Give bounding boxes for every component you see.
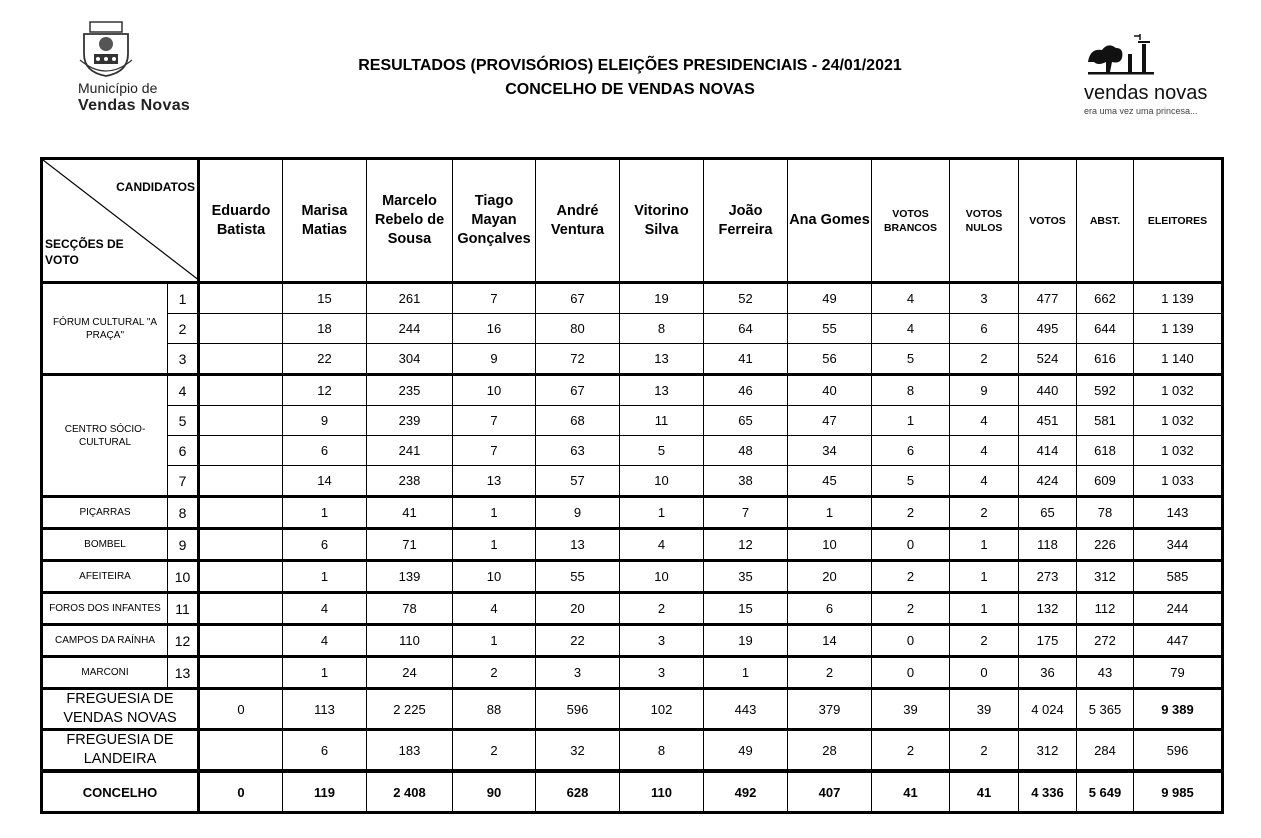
table-cell: 5 — [620, 436, 704, 466]
table-cell: 5 — [872, 466, 950, 497]
table-cell: 4 — [950, 466, 1019, 497]
section-number: 13 — [168, 657, 199, 689]
table-cell: 88 — [453, 689, 536, 730]
table-cell: 6 — [788, 593, 872, 625]
table-cell: 55 — [536, 561, 620, 593]
column-header: Eduardo Batista — [199, 159, 283, 283]
table-cell: 524 — [1019, 344, 1077, 375]
table-cell: 6 — [283, 436, 367, 466]
table-cell: 2 — [950, 497, 1019, 529]
table-cell — [199, 730, 283, 772]
table-cell: 344 — [1134, 529, 1223, 561]
table-cell: 28 — [788, 730, 872, 772]
table-cell: 67 — [536, 375, 620, 406]
table-cell: 5 365 — [1077, 689, 1134, 730]
table-cell: 273 — [1019, 561, 1077, 593]
table-cell: 662 — [1077, 283, 1134, 314]
column-header: ELEITORES — [1134, 159, 1223, 283]
table-cell: 1 — [453, 497, 536, 529]
table-cell: 2 — [453, 730, 536, 772]
table-cell: 5 649 — [1077, 771, 1134, 813]
corner-cell — [42, 159, 199, 283]
table-cell: 8 — [620, 730, 704, 772]
table-cell: 6 — [872, 436, 950, 466]
table-cell — [199, 625, 283, 657]
table-cell: 41 — [704, 344, 788, 375]
location-cell: CAMPOS DA RAÍNHA — [42, 625, 168, 657]
table-cell: 19 — [704, 625, 788, 657]
section-number: 9 — [168, 529, 199, 561]
section-number: 6 — [168, 436, 199, 466]
table-cell: 22 — [283, 344, 367, 375]
table-cell: 20 — [788, 561, 872, 593]
table-cell: 0 — [872, 625, 950, 657]
table-cell: 4 — [283, 625, 367, 657]
table-cell: 451 — [1019, 406, 1077, 436]
table-row — [42, 344, 1223, 375]
table-cell: 1 — [283, 561, 367, 593]
table-cell: 49 — [704, 730, 788, 772]
table-cell: 14 — [788, 625, 872, 657]
table-cell: 22 — [536, 625, 620, 657]
table-cell: 13 — [453, 466, 536, 497]
table-cell: 304 — [367, 344, 453, 375]
table-cell: 272 — [1077, 625, 1134, 657]
column-header: Marisa Matias — [283, 159, 367, 283]
table-cell: 1 — [950, 561, 1019, 593]
table-cell: 0 — [950, 657, 1019, 689]
table-cell: 16 — [453, 314, 536, 344]
table-cell: 4 024 — [1019, 689, 1077, 730]
table-cell: 110 — [367, 625, 453, 657]
table-cell: 2 — [872, 730, 950, 772]
location-cell: PIÇARRAS — [42, 497, 168, 529]
table-cell: 477 — [1019, 283, 1077, 314]
section-number: 8 — [168, 497, 199, 529]
table-cell: 2 — [453, 657, 536, 689]
table-cell: 1 032 — [1134, 375, 1223, 406]
table-cell — [199, 406, 283, 436]
freguesia-row — [42, 730, 1223, 772]
table-cell: 1 — [950, 529, 1019, 561]
table-cell — [199, 497, 283, 529]
column-header: André Ventura — [536, 159, 620, 283]
table-cell: 38 — [704, 466, 788, 497]
table-cell: 39 — [872, 689, 950, 730]
table-cell: 628 — [536, 771, 620, 813]
table-row — [42, 657, 1223, 689]
table-cell: 65 — [1019, 497, 1077, 529]
table-row — [42, 436, 1223, 466]
table-cell — [199, 561, 283, 593]
table-cell: 1 032 — [1134, 406, 1223, 436]
table-cell: 4 — [283, 593, 367, 625]
table-cell: 4 — [872, 314, 950, 344]
section-number: 2 — [168, 314, 199, 344]
table-cell: 244 — [367, 314, 453, 344]
section-number: 1 — [168, 283, 199, 314]
freguesia-name: FREGUESIA DE LANDEIRA — [42, 730, 199, 772]
table-cell: 1 — [620, 497, 704, 529]
table-cell: 4 — [950, 406, 1019, 436]
table-cell: 45 — [788, 466, 872, 497]
results-table — [40, 157, 1224, 814]
total-name: CONCELHO — [42, 771, 199, 813]
table-cell: 2 — [950, 344, 1019, 375]
table-cell: 110 — [620, 771, 704, 813]
table-cell: 5 — [872, 344, 950, 375]
table-cell: 90 — [453, 771, 536, 813]
column-header: Marcelo Rebelo de Sousa — [367, 159, 453, 283]
table-cell: 18 — [283, 314, 367, 344]
table-cell: 72 — [536, 344, 620, 375]
table-cell: 585 — [1134, 561, 1223, 593]
freguesia-row — [42, 689, 1223, 730]
table-cell: 7 — [704, 497, 788, 529]
table-cell: 3 — [536, 657, 620, 689]
table-cell — [199, 344, 283, 375]
table-cell — [199, 657, 283, 689]
table-cell: 78 — [1077, 497, 1134, 529]
table-row — [42, 529, 1223, 561]
brand-name: vendas novas — [1084, 82, 1208, 104]
table-cell: 238 — [367, 466, 453, 497]
table-cell — [199, 466, 283, 497]
table-cell: 8 — [872, 375, 950, 406]
table-cell: 55 — [788, 314, 872, 344]
table-cell: 2 — [950, 730, 1019, 772]
column-header: João Ferreira — [704, 159, 788, 283]
column-header: Tiago Mayan Gonçalves — [453, 159, 536, 283]
location-cell: AFEITEIRA — [42, 561, 168, 593]
table-cell: 2 — [620, 593, 704, 625]
table-cell: 102 — [620, 689, 704, 730]
table-cell: 609 — [1077, 466, 1134, 497]
table-cell: 41 — [950, 771, 1019, 813]
table-cell: 9 — [453, 344, 536, 375]
section-number: 10 — [168, 561, 199, 593]
table-cell: 57 — [536, 466, 620, 497]
vendas-novas-brand-logo — [1080, 30, 1230, 120]
table-cell: 618 — [1077, 436, 1134, 466]
table-cell: 6 — [283, 730, 367, 772]
table-cell: 447 — [1134, 625, 1223, 657]
table-cell: 241 — [367, 436, 453, 466]
location-cell: FOROS DOS INFANTES — [42, 593, 168, 625]
table-cell: 9 389 — [1134, 689, 1223, 730]
table-cell: 48 — [704, 436, 788, 466]
table-cell: 226 — [1077, 529, 1134, 561]
section-number: 3 — [168, 344, 199, 375]
table-cell: 112 — [1077, 593, 1134, 625]
table-cell: 56 — [788, 344, 872, 375]
table-cell: 143 — [1134, 497, 1223, 529]
table-cell: 139 — [367, 561, 453, 593]
table-cell: 15 — [704, 593, 788, 625]
table-cell: 41 — [872, 771, 950, 813]
section-number: 12 — [168, 625, 199, 657]
table-cell: 440 — [1019, 375, 1077, 406]
table-cell: 36 — [1019, 657, 1077, 689]
table-cell: 71 — [367, 529, 453, 561]
location-cell: BOMBEL — [42, 529, 168, 561]
table-cell: 132 — [1019, 593, 1077, 625]
table-cell: 1 — [950, 593, 1019, 625]
table-cell: 7 — [453, 436, 536, 466]
table-cell: 0 — [199, 689, 283, 730]
table-cell: 6 — [283, 529, 367, 561]
table-cell: 616 — [1077, 344, 1134, 375]
table-cell: 39 — [950, 689, 1019, 730]
freguesia-name: FREGUESIA DE VENDAS NOVAS — [42, 689, 199, 730]
table-row — [42, 497, 1223, 529]
table-cell: 52 — [704, 283, 788, 314]
table-cell: 0 — [199, 771, 283, 813]
table-row — [42, 406, 1223, 436]
table-row — [42, 314, 1223, 344]
table-cell: 20 — [536, 593, 620, 625]
table-cell: 1 — [872, 406, 950, 436]
section-number: 7 — [168, 466, 199, 497]
table-cell: 1 139 — [1134, 283, 1223, 314]
table-cell: 13 — [620, 375, 704, 406]
table-cell: 312 — [1019, 730, 1077, 772]
table-cell: 35 — [704, 561, 788, 593]
column-header: Ana Gomes — [788, 159, 872, 283]
table-cell: 40 — [788, 375, 872, 406]
table-cell: 10 — [453, 561, 536, 593]
table-cell: 1 — [283, 497, 367, 529]
column-header: VOTOS BRANCOS — [872, 159, 950, 283]
table-cell: 4 — [950, 436, 1019, 466]
table-cell — [199, 314, 283, 344]
table-cell: 15 — [283, 283, 367, 314]
table-cell: 9 — [950, 375, 1019, 406]
table-cell — [199, 436, 283, 466]
table-cell: 235 — [367, 375, 453, 406]
table-cell: 3 — [620, 657, 704, 689]
table-cell: 47 — [788, 406, 872, 436]
table-cell: 239 — [367, 406, 453, 436]
table-cell: 65 — [704, 406, 788, 436]
table-cell: 2 — [950, 625, 1019, 657]
table-cell: 596 — [1134, 730, 1223, 772]
table-cell — [199, 593, 283, 625]
table-cell: 63 — [536, 436, 620, 466]
table-cell: 9 — [536, 497, 620, 529]
table-cell: 443 — [704, 689, 788, 730]
table-cell: 1 139 — [1134, 314, 1223, 344]
column-header: Vitorino Silva — [620, 159, 704, 283]
table-cell: 13 — [620, 344, 704, 375]
table-row — [42, 466, 1223, 497]
table-cell: 4 — [620, 529, 704, 561]
table-cell: 581 — [1077, 406, 1134, 436]
header-row — [42, 159, 1223, 283]
location-cell: FÓRUM CULTURAL "A PRAÇA" — [42, 283, 168, 375]
table-cell: 12 — [704, 529, 788, 561]
table-cell: 1 — [788, 497, 872, 529]
column-header: ABST. — [1077, 159, 1134, 283]
table-cell: 14 — [283, 466, 367, 497]
table-cell: 592 — [1077, 375, 1134, 406]
table-cell: 1 032 — [1134, 436, 1223, 466]
table-cell: 119 — [283, 771, 367, 813]
section-number: 11 — [168, 593, 199, 625]
table-cell: 9 985 — [1134, 771, 1223, 813]
table-cell: 379 — [788, 689, 872, 730]
seccoes-label: SECÇÕES DE VOTO — [45, 237, 124, 267]
table-row — [42, 593, 1223, 625]
table-cell: 2 — [872, 593, 950, 625]
table-cell: 183 — [367, 730, 453, 772]
table-cell — [199, 529, 283, 561]
municipio-name: Vendas Novas — [78, 97, 191, 114]
table-cell: 495 — [1019, 314, 1077, 344]
table-cell: 49 — [788, 283, 872, 314]
table-cell: 175 — [1019, 625, 1077, 657]
table-cell: 3 — [620, 625, 704, 657]
table-cell: 424 — [1019, 466, 1077, 497]
table-cell: 2 408 — [367, 771, 453, 813]
table-cell: 644 — [1077, 314, 1134, 344]
table-cell: 4 — [453, 593, 536, 625]
table-cell: 2 — [872, 497, 950, 529]
page-subtitle: CONCELHO DE VENDAS NOVAS — [505, 81, 755, 98]
table-cell: 11 — [620, 406, 704, 436]
municipio-label: Município de — [78, 80, 158, 96]
table-cell: 312 — [1077, 561, 1134, 593]
table-cell: 78 — [367, 593, 453, 625]
table-cell: 34 — [788, 436, 872, 466]
total-row — [42, 771, 1223, 813]
table-cell: 284 — [1077, 730, 1134, 772]
column-header: VOTOS NULOS — [950, 159, 1019, 283]
municipal-crest-icon — [76, 20, 136, 80]
table-cell: 2 — [788, 657, 872, 689]
table-cell: 80 — [536, 314, 620, 344]
table-row — [42, 625, 1223, 657]
table-cell: 118 — [1019, 529, 1077, 561]
table-cell: 0 — [872, 529, 950, 561]
table-cell: 0 — [872, 657, 950, 689]
table-cell: 1 140 — [1134, 344, 1223, 375]
table-cell: 19 — [620, 283, 704, 314]
table-cell: 10 — [620, 561, 704, 593]
table-cell: 596 — [536, 689, 620, 730]
table-cell: 13 — [536, 529, 620, 561]
table-cell: 10 — [788, 529, 872, 561]
table-cell: 261 — [367, 283, 453, 314]
location-cell: MARCONI — [42, 657, 168, 689]
table-cell: 6 — [950, 314, 1019, 344]
table-row — [42, 375, 1223, 406]
table-cell: 64 — [704, 314, 788, 344]
table-row — [42, 561, 1223, 593]
section-number: 4 — [168, 375, 199, 406]
table-cell: 24 — [367, 657, 453, 689]
table-cell: 244 — [1134, 593, 1223, 625]
table-cell: 7 — [453, 406, 536, 436]
table-cell: 4 336 — [1019, 771, 1077, 813]
table-cell: 1 — [704, 657, 788, 689]
table-cell: 67 — [536, 283, 620, 314]
table-cell: 9 — [283, 406, 367, 436]
column-header: VOTOS — [1019, 159, 1077, 283]
table-cell: 1 — [453, 625, 536, 657]
municipio-logo — [70, 20, 200, 120]
table-cell — [199, 375, 283, 406]
table-cell: 1 — [283, 657, 367, 689]
table-cell: 113 — [283, 689, 367, 730]
table-cell: 12 — [283, 375, 367, 406]
table-cell: 43 — [1077, 657, 1134, 689]
candidatos-label: CANDIDATOS — [116, 180, 195, 194]
table-cell: 46 — [704, 375, 788, 406]
table-cell: 4 — [872, 283, 950, 314]
table-cell: 8 — [620, 314, 704, 344]
brand-tagline: era uma vez uma princesa... — [1084, 106, 1198, 116]
table-cell — [199, 283, 283, 314]
table-cell: 1 — [453, 529, 536, 561]
table-cell: 407 — [788, 771, 872, 813]
table-cell: 68 — [536, 406, 620, 436]
table-cell: 492 — [704, 771, 788, 813]
table-cell: 41 — [367, 497, 453, 529]
palace-tree-icon — [1084, 30, 1159, 80]
table-cell: 3 — [950, 283, 1019, 314]
table-cell: 414 — [1019, 436, 1077, 466]
table-cell: 10 — [453, 375, 536, 406]
table-cell: 79 — [1134, 657, 1223, 689]
location-cell: CENTRO SÓCIO-CULTURAL — [42, 375, 168, 497]
section-number: 5 — [168, 406, 199, 436]
table-cell: 2 — [872, 561, 950, 593]
table-cell: 1 033 — [1134, 466, 1223, 497]
table-cell: 2 225 — [367, 689, 453, 730]
table-cell: 10 — [620, 466, 704, 497]
table-cell: 32 — [536, 730, 620, 772]
table-row — [42, 283, 1223, 314]
table-cell: 7 — [453, 283, 536, 314]
page-title: RESULTADOS (PROVISÓRIOS) ELEIÇÕES PRESIDENCIAIS - 24/01/2021 — [358, 57, 902, 74]
